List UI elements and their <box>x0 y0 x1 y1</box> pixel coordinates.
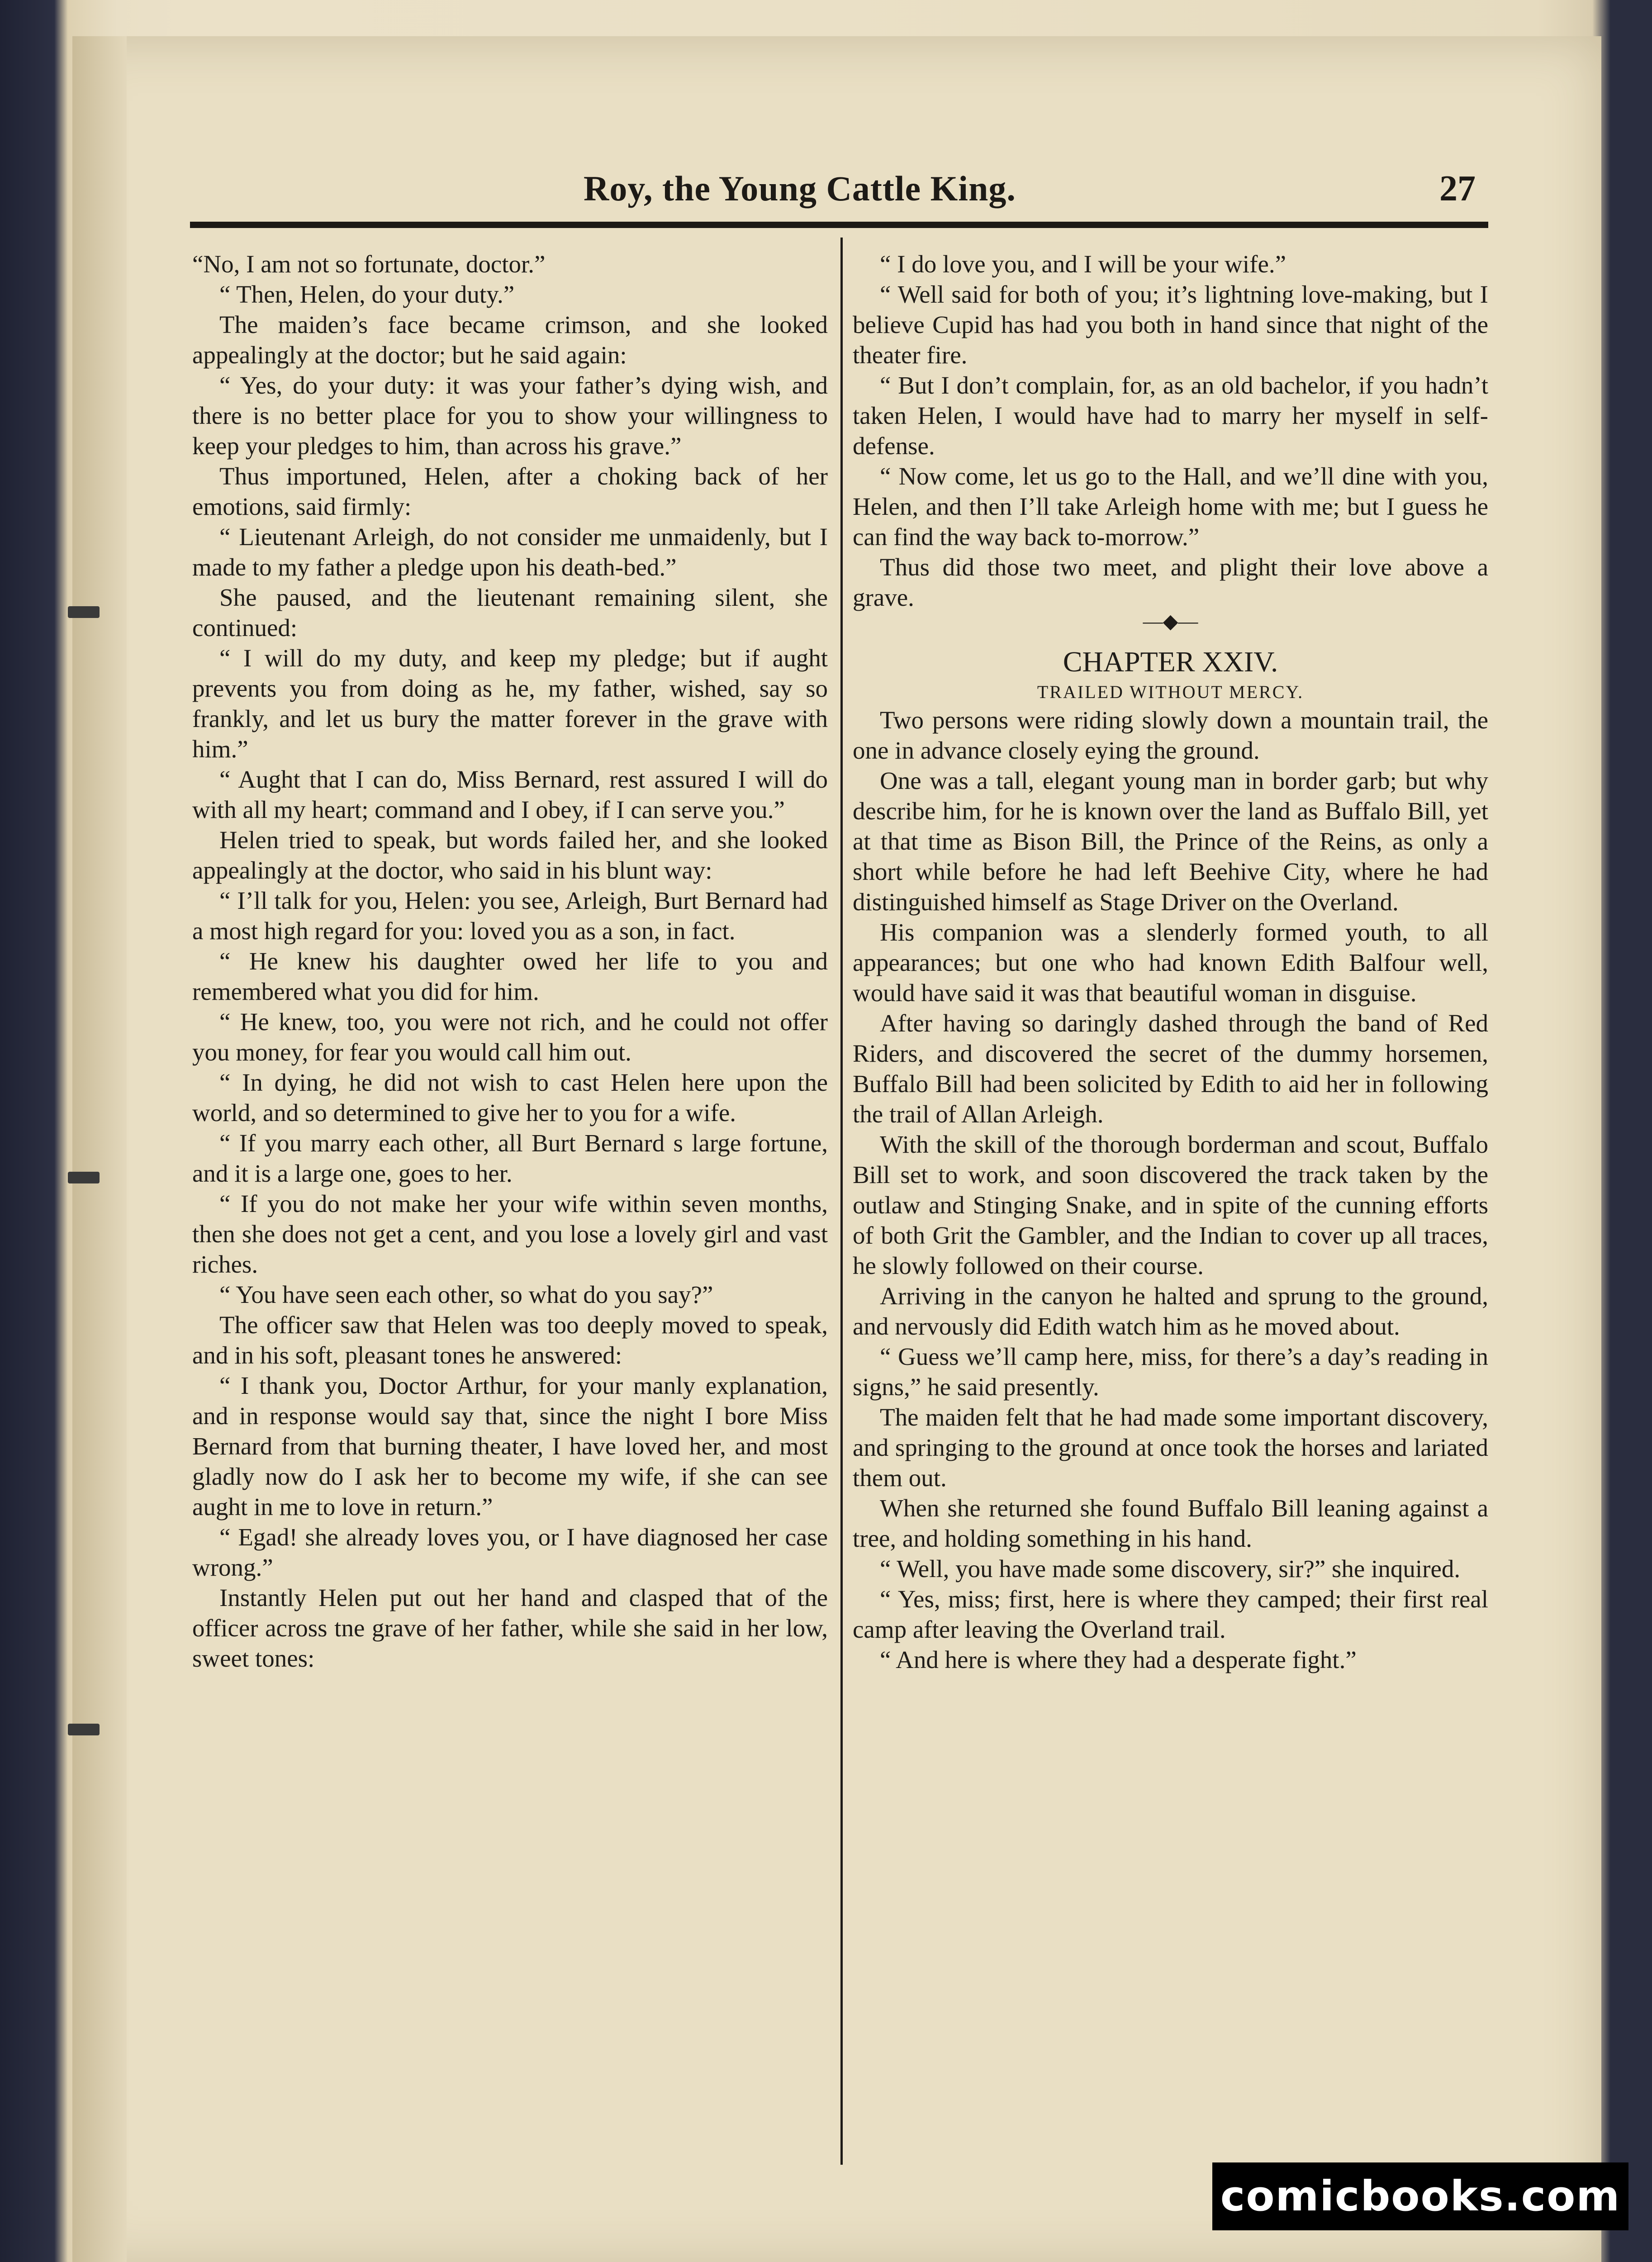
paragraph: “ But I don’t complain, for, as an old bachelor, if you hadn’t taken Helen, I would have had to marry her myself in self-defense. <box>853 371 1488 460</box>
section-divider: —◆— <box>1143 610 1198 632</box>
paragraph: The officer saw that Helen was too deeply moved to speak, and in his soft, pleasant tones he answered: <box>192 1311 828 1369</box>
paragraph: “ I’ll talk for you, Helen: you see, Arleigh, Burt Bernard had a most high regard for you: loved you as a son, in fact. <box>192 887 828 945</box>
paragraph: “ He knew, too, you were not rich, and he could not offer you money, for fear you would call him out. <box>192 1008 828 1066</box>
paragraph: “ Guess we’ll camp here, miss, for there’s a day’s reading in signs,” he said presently. <box>853 1343 1488 1401</box>
paragraph: “ Well, you have made some discovery, sir?” she inquired. <box>880 1555 1461 1582</box>
binding-stitch <box>68 606 100 618</box>
paragraph: “ Now come, let us go to the Hall, and we’ll dine with you, Helen, and then I’ll take Arleigh home with me; but I guess he can find the way back to-morrow.” <box>853 462 1488 551</box>
paragraph: She paused, and the lieutenant remaining silent, she continued: <box>192 584 828 642</box>
page-number: 27 <box>1439 169 1476 209</box>
paragraph: The maiden felt that he had made some important discovery, and springing to the ground at once took the horses and lariated them out. <box>853 1403 1488 1492</box>
paragraph: “ You have seen each other, so what do you say?” <box>219 1281 713 1308</box>
paragraph: “ Yes, miss; first, here is where they camped; their first real camp after leaving the Overland trail. <box>853 1585 1488 1643</box>
header-rule <box>190 222 1488 228</box>
paragraph: “ And here is where they had a desperate fight.” <box>880 1646 1357 1673</box>
paragraph: “ I will do my duty, and keep my pledge; but if aught prevents you from doing as he, my father, wished, say so frankly, and let us bury the matter forever in the grave with him.” <box>192 644 828 763</box>
left-column <box>192 249 828 1673</box>
right-column <box>853 249 1488 1675</box>
running-head-title: Roy, the Young Cattle King. <box>584 169 1016 208</box>
paragraph: “No, I am not so fortunate, doctor.” <box>192 250 546 278</box>
paragraph: “ Aught that I can do, Miss Bernard, rest assured I will do with all my heart; command and I obey, if I can serve you.” <box>192 765 828 823</box>
paragraph: “ Well said for both of you; it’s lightning love-making, but I believe Cupid has had you both in hand since that night of the theater fire. <box>853 280 1488 369</box>
paragraph: When she returned she found Buffalo Bill leaning against a tree, and holding something in his hand. <box>853 1494 1488 1552</box>
paragraph: Two persons were riding slowly down a mountain trail, the one in advance closely eying the ground. <box>853 706 1488 764</box>
paragraph: “ I do love you, and I will be your wife.” <box>880 250 1286 278</box>
paragraph: The maiden’s face became crimson, and she looked appealingly at the doctor; but he said again: <box>192 311 828 369</box>
paragraph: “ If you marry each other, all Burt Bernard s large fortune, and it is a large one, goes to her. <box>192 1129 828 1187</box>
paragraph: Thus importuned, Helen, after a choking back of her emotions, said firmly: <box>192 462 828 520</box>
paragraph: Arriving in the canyon he halted and sprung to the ground, and nervously did Edith watch him as he moved about. <box>853 1282 1488 1340</box>
paragraph: “ I thank you, Doctor Arthur, for your manly explanation, and in response would say that, since the night I bore Miss Bernard from that burning theater, I have loved her, and most gladly now do I ask her to become my wife, if she can see aught in me to love in return.” <box>192 1372 828 1521</box>
binding-stitch <box>68 1172 100 1183</box>
chapter-subtitle: TRAILED WITHOUT MERCY. <box>1037 682 1304 702</box>
paragraph: With the skill of the thorough borderman and scout, Buffalo Bill set to work, and soon discovered the track taken by the outlaw and Stinging Snake, and in spite of the cunning efforts of both Grit the Gambler, and the Indian to cover up all traces, he slowly followed on their course. <box>853 1131 1488 1279</box>
paragraph: “ He knew his daughter owed her life to you and remembered what you did for him. <box>192 947 828 1005</box>
paragraph: “ Yes, do your duty: it was your father’s dying wish, and there is no better place for you to show your willingness to keep your pledges to him, than across his grave.” <box>192 371 828 460</box>
book-spine <box>72 36 127 2262</box>
binding-stitch <box>68 1724 100 1735</box>
paragraph: Instantly Helen put out her hand and clasped that of the officer across tne grave of her father, while she said in her low, sweet tones: <box>192 1584 828 1672</box>
paragraph: His companion was a slenderly formed youth, to all appearances; but one who had known Edith Balfour well, would have said it was that beautiful woman in disguise. <box>853 918 1488 1007</box>
paragraph: Thus did those two meet, and plight their love above a grave. <box>853 553 1488 611</box>
paragraph: “ Lieutenant Arleigh, do not consider me unmaidenly, but I made to my father a pledge upon his death-bed.” <box>192 523 828 581</box>
paragraph: “ In dying, he did not wish to cast Helen here upon the world, and so determined to give her to you for a wife. <box>192 1069 828 1126</box>
site-watermark: comicbooks.com <box>1212 2162 1628 2230</box>
paragraph: “ Then, Helen, do your duty.” <box>219 280 515 308</box>
chapter-title: CHAPTER XXIV. <box>1063 646 1278 678</box>
paragraph: “ If you do not make her your wife within seven months, then she does not get a cent, and you lose a lovely girl and vast riches. <box>192 1190 828 1278</box>
paragraph: One was a tall, elegant young man in border garb; but why describe him, for he is known over the land as Buffalo Bill, yet at that time as Bison Bill, the Prince of the Reins, as only a short while before he had left Beehive City, where he had distinguished himself as Stage Driver on the Overland. <box>853 767 1488 916</box>
paragraph: “ Egad! she already loves you, or I have diagnosed her case wrong.” <box>192 1523 828 1581</box>
paragraph: After having so daringly dashed through the band of Red Riders, and discovered the secret of the dummy horsemen, Buffalo Bill had been solicited by Edith to aid her in following the trail of Allan Arleigh. <box>853 1009 1488 1128</box>
column-divider <box>840 238 843 2165</box>
paragraph: Helen tried to speak, but words failed her, and she looked appealingly at the doctor, who said in his blunt way: <box>192 826 828 884</box>
